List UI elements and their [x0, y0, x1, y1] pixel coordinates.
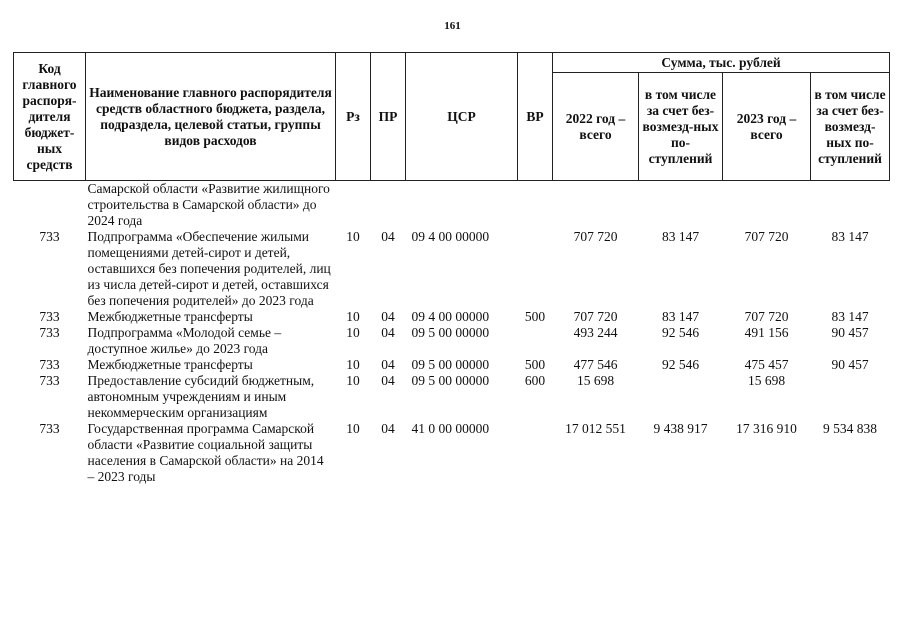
cell-total-2023: 707 720 [744, 309, 789, 324]
cell-pr: 04 [381, 229, 395, 244]
table-row [14, 181, 890, 230]
cell-csr: 09 5 00 00000 [411, 325, 490, 340]
cell-name: Предоставление субсидий бюджетным, автономным учреждениям и иным некоммерческим организациям [87, 373, 315, 420]
cell-csr: 41 0 00 00000 [411, 421, 490, 436]
cell-rz: 10 [346, 357, 360, 372]
cell-name: Самарской области «Развитие жилищного строительства в Самарской области» до 2024 года [87, 181, 330, 228]
cell-rz: 10 [346, 373, 360, 388]
cell-total-2023: 707 720 [744, 229, 789, 244]
cell-total-2023: 15 698 [747, 373, 786, 388]
cell-total-2023: 491 156 [744, 325, 789, 340]
cell-free-2023: 9 534 838 [823, 421, 878, 436]
cell-pr: 04 [381, 373, 395, 388]
cell-csr [406, 181, 518, 230]
cell-total-2022: 493 244 [573, 325, 618, 340]
cell-rz: 10 [346, 421, 360, 436]
cell-code [14, 181, 86, 230]
header-free-2022: в том числе за счет без-возмезд-ных по-ступлений [639, 73, 723, 181]
cell-vr: 500 [524, 309, 546, 324]
cell-name: Межбюджетные трансферты [87, 309, 253, 324]
cell-vr [518, 229, 553, 309]
cell-rz [336, 181, 371, 230]
cell-vr [518, 181, 553, 230]
cell-free-2022: 83 147 [661, 309, 700, 324]
header-pr: ПР [371, 53, 406, 181]
table-row [14, 373, 890, 421]
header-name: Наименование главного распорядителя средств областного бюджета, раздела, подраздела, целевой статьи, группы видов расходов [86, 53, 336, 181]
header-code: Код главного распоря-дителя бюджет-ных средств [14, 53, 86, 181]
header-total-2022: 2022 год – всего [553, 73, 639, 181]
cell-free-2023: 83 147 [831, 229, 869, 244]
cell-rz: 10 [346, 309, 360, 324]
table-row [14, 309, 890, 325]
header-sum-group: Сумма, тыс. рублей [553, 53, 890, 73]
header-free-2023: в том числе за счет без-возмезд-ных по-ступлений [811, 73, 890, 181]
cell-free-2022: 92 546 [661, 357, 700, 372]
cell-pr: 04 [381, 421, 395, 436]
header-rz: Рз [336, 53, 371, 181]
cell-free-2022 [639, 181, 723, 230]
cell-vr: 600 [524, 373, 546, 388]
cell-free-2023: 83 147 [831, 309, 869, 324]
cell-vr [518, 325, 553, 357]
cell-code: 733 [39, 421, 60, 436]
cell-rz: 10 [346, 229, 360, 244]
table-row [14, 325, 890, 357]
cell-free-2022: 92 546 [661, 325, 700, 340]
cell-free-2022: 83 147 [661, 229, 700, 244]
cell-total-2022: 477 546 [573, 357, 618, 372]
cell-total-2022: 707 720 [573, 309, 618, 324]
header-csr: ЦСР [406, 53, 518, 181]
table-header [14, 53, 890, 181]
cell-code: 733 [39, 373, 60, 388]
cell-vr [518, 421, 553, 511]
cell-total-2022: 707 720 [573, 229, 618, 244]
cell-total-2023: 17 316 910 [736, 421, 797, 436]
cell-csr: 09 4 00 00000 [411, 229, 490, 244]
cell-name: Межбюджетные трансферты [87, 357, 253, 372]
cell-name: Подпрограмма «Молодой семье – доступное жилье» до 2023 года [87, 325, 282, 356]
cell-code: 733 [39, 309, 60, 324]
cell-code: 733 [39, 325, 60, 340]
cell-rz: 10 [346, 325, 360, 340]
cell-total-2022 [553, 181, 639, 230]
cell-name: Подпрограмма «Обеспечение жилыми помещениями детей-сирот и детей, оставшихся без попечения родителей, лиц из числа детей-сирот и детей, оставшихся без попечения родителей» до 2023 года [87, 229, 331, 308]
cell-csr: 09 5 00 00000 [411, 357, 490, 372]
cell-free-2022: 9 438 917 [653, 421, 708, 436]
cell-free-2023 [811, 373, 890, 421]
cell-name: Государственная программа Самарской области «Развитие социальной защиты населения в Самарской области» на 2014 – 2023 годы [87, 421, 324, 484]
cell-free-2023 [811, 181, 890, 230]
cell-pr: 04 [381, 309, 395, 324]
cell-code: 733 [39, 357, 60, 372]
cell-free-2023: 90 457 [831, 325, 869, 340]
cell-free-2022 [639, 373, 723, 421]
table-row [14, 229, 890, 309]
cell-free-2023: 90 457 [831, 357, 869, 372]
table-row [14, 421, 890, 511]
cell-csr: 09 4 00 00000 [411, 309, 490, 324]
cell-pr [371, 181, 406, 230]
cell-pr: 04 [381, 325, 395, 340]
budget-table [13, 52, 890, 511]
cell-total-2022: 17 012 551 [565, 421, 626, 436]
cell-total-2022: 15 698 [576, 373, 615, 388]
cell-vr: 500 [524, 357, 546, 372]
cell-csr: 09 5 00 00000 [411, 373, 490, 388]
header-total-2023: 2023 год – всего [723, 73, 811, 181]
cell-total-2023 [723, 181, 811, 230]
cell-total-2023: 475 457 [744, 357, 789, 372]
table-body [14, 181, 890, 512]
cell-pr: 04 [381, 357, 395, 372]
cell-code: 733 [39, 229, 60, 244]
table-row [14, 357, 890, 373]
header-vr: ВР [518, 53, 553, 181]
page-number: 161 [444, 20, 461, 32]
